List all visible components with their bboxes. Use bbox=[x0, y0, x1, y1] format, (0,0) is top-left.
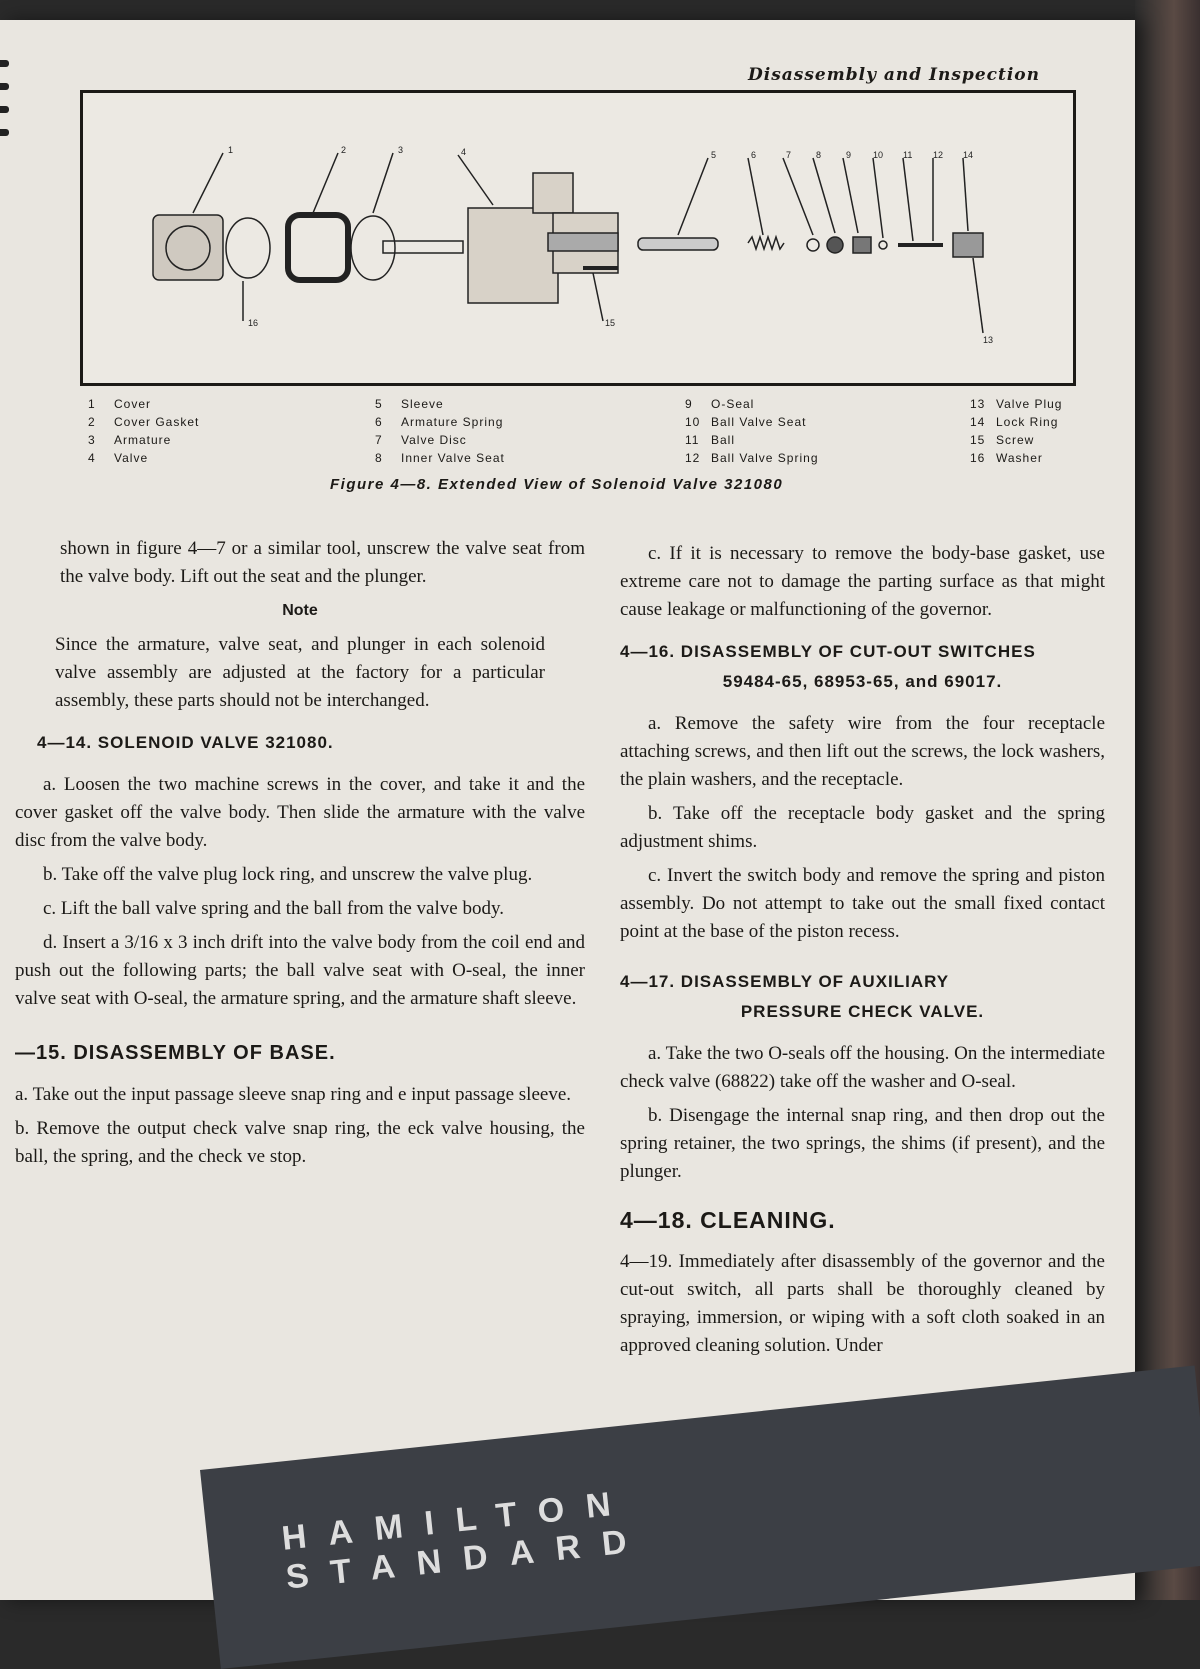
gasket-ring bbox=[226, 218, 270, 278]
paragraph: b. Take off the receptacle body gasket and the spring adjustment shims. bbox=[620, 803, 1105, 852]
paragraph: b. Disengage the internal snap ring, and then drop out the spring retainer, the two springs, the shims (if present), and the plunger. bbox=[620, 1105, 1105, 1182]
valve-body-block bbox=[468, 208, 558, 303]
paragraph: c. Invert the switch body and remove the spring and piston assembly. Do not attempt to take out the small fixed contact point at the base of the piston recess. bbox=[620, 865, 1105, 942]
paragraph: a. Take out the input passage sleeve snap ring and e input passage sleeve. bbox=[15, 1084, 572, 1105]
legend-item: 13 Valve Plug bbox=[970, 397, 1063, 411]
callout-4: 4 bbox=[461, 147, 467, 157]
callout-7: 7 bbox=[786, 150, 792, 160]
note-title: Note bbox=[282, 602, 318, 619]
legend-col-4 bbox=[970, 395, 1062, 467]
right-column bbox=[620, 540, 1105, 1366]
callout-9: 9 bbox=[846, 150, 852, 160]
legend-item: 6 Armature Spring bbox=[375, 415, 504, 429]
legend-item: 5 Sleeve bbox=[375, 397, 444, 411]
oseal-part bbox=[853, 237, 871, 253]
legend-item: 14 Lock Ring bbox=[970, 415, 1059, 429]
legend-item: 11 Ball bbox=[685, 433, 736, 447]
legend-item: 9 O-Seal bbox=[685, 397, 755, 411]
callout-15: 15 bbox=[605, 318, 616, 328]
callout-6: 6 bbox=[751, 150, 757, 160]
callout-1: 1 bbox=[228, 145, 234, 155]
paragraph: 4—19. Immediately after disassembly of the governor and the cut-out switch, all parts shall be thoroughly cleaned by spraying, immersion, or wiping with a soft cloth soaked in an approved cleaning solution. Under bbox=[620, 1251, 1105, 1356]
section-heading-4-15: —15. DISASSEMBLY OF BASE. bbox=[15, 1042, 336, 1064]
footer-brand: HAMILTON STANDARD bbox=[280, 1483, 651, 1597]
callout-16: 16 bbox=[248, 318, 259, 328]
legend-item: 12 Ball Valve Spring bbox=[685, 451, 819, 465]
section-heading-4-17-sub: PRESSURE CHECK VALVE. bbox=[740, 1002, 985, 1021]
solenoid-valve-illustration bbox=[83, 93, 1073, 383]
legend-col-3 bbox=[685, 395, 819, 467]
legend-item: 3 Armature bbox=[88, 433, 172, 447]
legend-item: 8 Inner Valve Seat bbox=[375, 451, 505, 465]
cover-gasket-part bbox=[288, 215, 348, 280]
exploded-view-figure bbox=[80, 90, 1076, 386]
paragraph: b. Remove the output check valve snap ring, the eck valve housing, the ball, the spring, and the check ve stop. bbox=[15, 1118, 585, 1167]
valve-disc-part bbox=[807, 239, 819, 251]
valve-port bbox=[548, 233, 618, 251]
callout-10: 10 bbox=[873, 150, 884, 160]
paragraph: shown in figure 4—7 or a similar tool, unscrew the valve seat from the valve body. Lift out the seat and the plunger. bbox=[60, 538, 585, 587]
legend-col-1 bbox=[88, 395, 199, 467]
callout-5: 5 bbox=[711, 150, 717, 160]
paragraph: a. Take the two O-seals off the housing. On the intermediate check valve (68822) take off the washer and O-seal. bbox=[620, 1043, 1106, 1092]
ball-part bbox=[879, 241, 887, 249]
valve-plug-part bbox=[953, 233, 983, 257]
running-header: Disassembly and Inspection bbox=[748, 65, 1040, 85]
note-body: Since the armature, valve seat, and plunger in each solenoid valve assembly are adjusted at the factory for a particular assembly, these parts should not be interchanged. bbox=[55, 634, 545, 711]
left-column bbox=[15, 535, 585, 1177]
legend-item: 15 Screw bbox=[970, 433, 1035, 447]
figure-caption: Figure 4—8. Extended View of Solenoid Valve 321080 bbox=[330, 476, 784, 493]
background-edge bbox=[1135, 0, 1200, 1600]
paragraph: c. If it is necessary to remove the body-base gasket, use extreme care not to damage the parting surface as that might cause leakage or malfunctioning of the governor. bbox=[620, 543, 1105, 620]
callout-14: 14 bbox=[963, 150, 974, 160]
callout-12: 12 bbox=[933, 150, 944, 160]
paragraph: d. Insert a 3/16 x 3 inch drift into the valve body from the coil end and push out the following parts; the ball valve seat with O-seal, the inner valve seat with O-seal, the armature spring, and the armature shaft sleeve. bbox=[15, 932, 585, 1009]
callout-3: 3 bbox=[398, 145, 404, 155]
section-heading-4-16: 4—16. DISASSEMBLY OF CUT-OUT SWITCHES bbox=[620, 642, 1036, 661]
paragraph: c. Lift the ball valve spring and the ball from the valve body. bbox=[43, 898, 504, 919]
section-heading-4-14: 4—14. SOLENOID VALVE 321080. bbox=[37, 733, 334, 752]
legend-item: 10 Ball Valve Seat bbox=[685, 415, 807, 429]
legend-col-2 bbox=[375, 395, 505, 467]
section-heading-4-17: 4—17. DISASSEMBLY OF AUXILIARY bbox=[620, 972, 950, 991]
legend-item: 16 Washer bbox=[970, 451, 1043, 465]
inner-valve-seat-part bbox=[827, 237, 843, 253]
callout-2: 2 bbox=[341, 145, 347, 155]
legend-item: 1 Cover bbox=[88, 397, 152, 411]
legend-item: 7 Valve Disc bbox=[375, 433, 467, 447]
section-heading-4-16-sub: 59484-65, 68953-65, and 69017. bbox=[722, 672, 1003, 691]
callout-13: 13 bbox=[983, 335, 994, 345]
sleeve-part bbox=[638, 238, 718, 250]
armature-disc bbox=[351, 216, 395, 280]
callout-11: 11 bbox=[903, 150, 913, 160]
legend-item: 4 Valve bbox=[88, 451, 149, 465]
paragraph: a. Remove the safety wire from the four receptacle attaching screws, and then lift out the screws, the lock washers, the plain washers, and the receptacle. bbox=[620, 713, 1105, 790]
binding-holes bbox=[0, 60, 10, 152]
armature-spring-part bbox=[748, 237, 784, 249]
section-heading-4-18: 4—18. CLEANING. bbox=[620, 1207, 836, 1233]
legend-item: 2 Cover Gasket bbox=[88, 415, 200, 429]
paragraph: a. Loosen the two machine screws in the cover, and take it and the cover gasket off the valve body. Then slide the armature with the valve disc from the valve body. bbox=[15, 774, 585, 851]
valve-body-top bbox=[533, 173, 573, 213]
callout-8: 8 bbox=[816, 150, 822, 160]
paragraph: b. Take off the valve plug lock ring, and unscrew the valve plug. bbox=[43, 864, 533, 885]
